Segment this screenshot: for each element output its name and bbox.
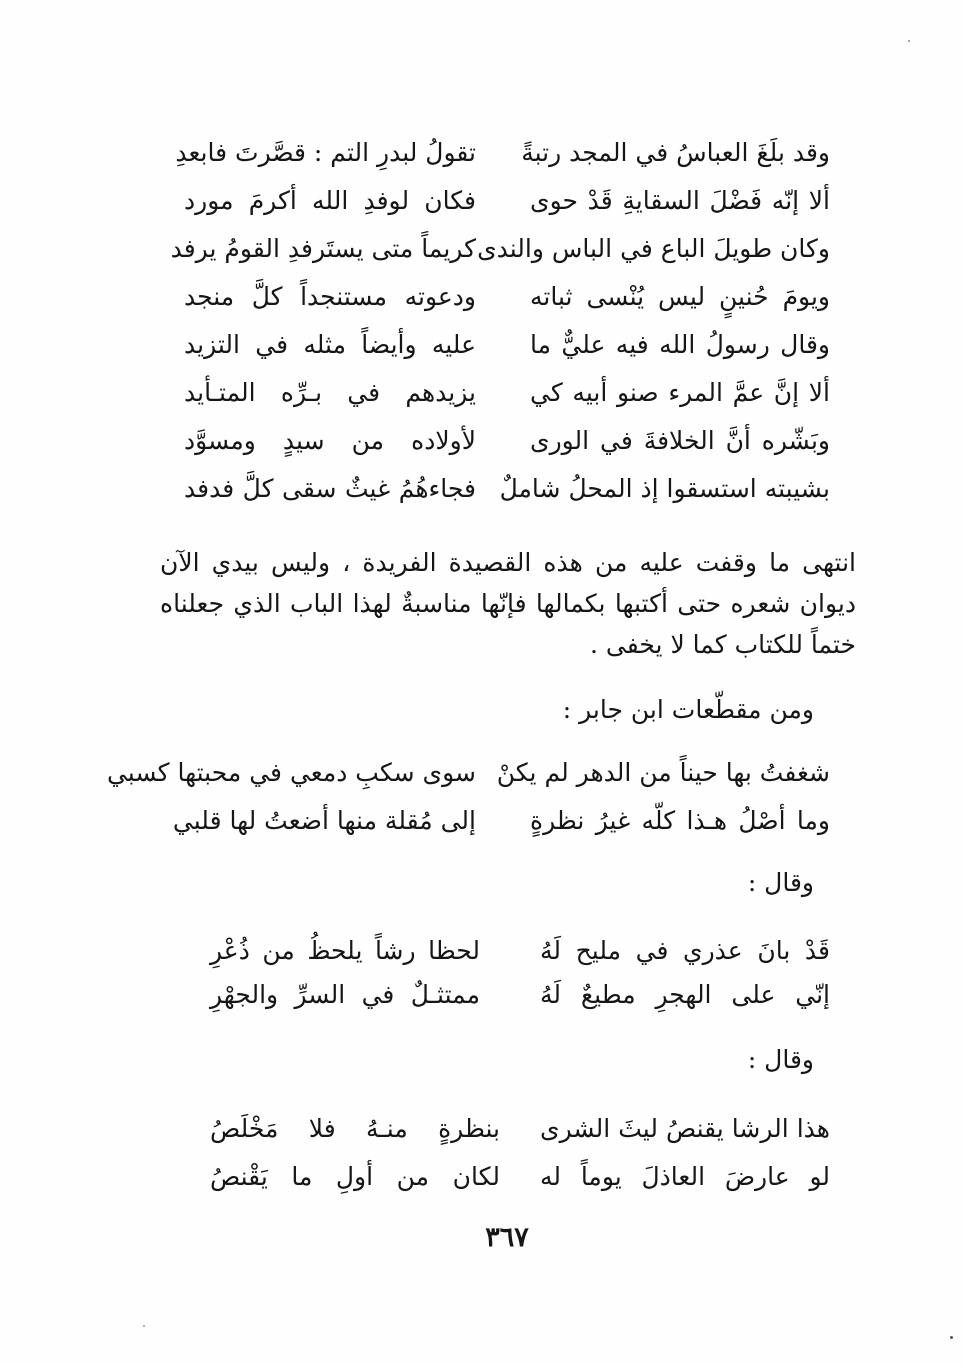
verse-second-hemistich: فجاءهُمُ غيثٌ سقى كلَّ فدفد (184, 473, 476, 503)
verse-line (184, 320, 830, 368)
verse-second-hemistich: كريماً متى يستَرفدِ القومُ يرفد (170, 233, 476, 263)
prose-paragraph: انتهى ما وقفت عليه من هذه القصيدة الفريدة ، وليس بيدي الآن ديوان شعره حتى أكتبها بكمالها فإنّها مناسبةٌ لهذا الباب الذي جعلناه ختماً للكتاب كما لا يخفى . (160, 548, 856, 659)
verse-second-hemistich: لحظا رشاً يلحظُ من ذُعْرِ (210, 935, 480, 965)
verse-second-hemistich: يزيدهم في بـرِّه المتـأيد (184, 377, 476, 407)
verse-line (184, 272, 830, 320)
verse-second-hemistich: لأولاده من سيدٍ ومسوَّد (184, 425, 476, 455)
verse-first-hemistich: وكان طويلَ الباع في الباس والندى (477, 233, 830, 263)
verse-second-hemistich: ممتثـلٌ في السرِّ والجهْرِ (210, 979, 480, 1009)
scan-speck (908, 40, 910, 42)
verse-line (184, 368, 830, 416)
verse-line (175, 128, 830, 176)
section-heading: وقال : (747, 1045, 814, 1074)
poem-3 (210, 928, 830, 1016)
scan-speck (143, 1325, 145, 1327)
verse-line (210, 928, 830, 972)
verse-line (184, 176, 830, 224)
page-number: ٣٦٧ (485, 1222, 529, 1253)
verse-line (184, 416, 830, 464)
verse-first-hemistich: قَدْ بانَ عذري في مليح لَهُ (540, 935, 830, 965)
section-heading: ومن مقطّعات ابن جابر : (562, 695, 814, 724)
section-heading: وقال : (747, 868, 814, 897)
verse-second-hemistich: ودعوته مستنجداً كلَّ منجد (184, 281, 476, 311)
scan-speck (950, 1336, 953, 1339)
poem-1 (170, 128, 830, 512)
verse-line (210, 1152, 830, 1200)
verse-line (210, 1104, 830, 1152)
verse-second-hemistich: فكان لوفدِ الله أكرمَ مورد (184, 185, 476, 215)
verse-first-hemistich: وقال رسولُ الله فيه عليٌّ ما (530, 329, 830, 359)
verse-first-hemistich: وما أصْلُ هـذا كلّه غيرُ نظرةٍ (530, 805, 830, 835)
verse-first-hemistich: وقد بلَغَ العباسُ في المجد رتبةً (521, 137, 830, 167)
verse-first-hemistich: إنّي على الهجرِ مطيعٌ لَهُ (540, 979, 830, 1009)
verse-first-hemistich: شغفتُ بها حيناً من الدهر لم يكنْ (496, 757, 830, 787)
verse-second-hemistich: إلى مُقلة منها أضعتُ لها قلبي (172, 805, 476, 835)
poem-4 (210, 1104, 830, 1200)
verse-first-hemistich: بشيبته استسقوا إذ المحلُ شاملٌ (499, 473, 830, 503)
verse-second-hemistich: بنظرةٍ منـهُ فلا مَخْلَصُ (210, 1113, 500, 1143)
poem-2 (106, 748, 830, 844)
verse-line (106, 748, 830, 796)
verse-line (184, 464, 830, 512)
verse-first-hemistich: هذا الرشا يقنصُ ليثَ الشرى (540, 1113, 830, 1143)
verse-line (172, 796, 830, 844)
verse-first-hemistich: ويومَ حُنينٍ ليس يُنْسى ثباته (530, 281, 830, 311)
verse-first-hemistich: ألا إنَّ عمَّ المرء صنو أبيه كي (530, 377, 830, 407)
verse-second-hemistich: تقولُ لبدرِ التم : قصَّرتَ فابعدِ (175, 137, 476, 167)
verse-second-hemistich: لكان من أولِ ما يَقْنصُ (210, 1161, 500, 1191)
verse-first-hemistich: وبَشّره أنَّ الخلافةَ في الورى (530, 425, 830, 455)
verse-line (170, 224, 830, 272)
verse-first-hemistich: لو عارضَ العاذلَ يوماً له (540, 1161, 830, 1191)
verse-line (210, 972, 830, 1016)
verse-second-hemistich: سوى سكبِ دمعي في محبتها كسبي (106, 757, 476, 787)
verse-second-hemistich: عليه وأيضاً مثله في التزيد (184, 329, 476, 359)
verse-first-hemistich: ألا إنّه فَضْلَ السقايةِ قَدْ حوى (530, 185, 830, 215)
